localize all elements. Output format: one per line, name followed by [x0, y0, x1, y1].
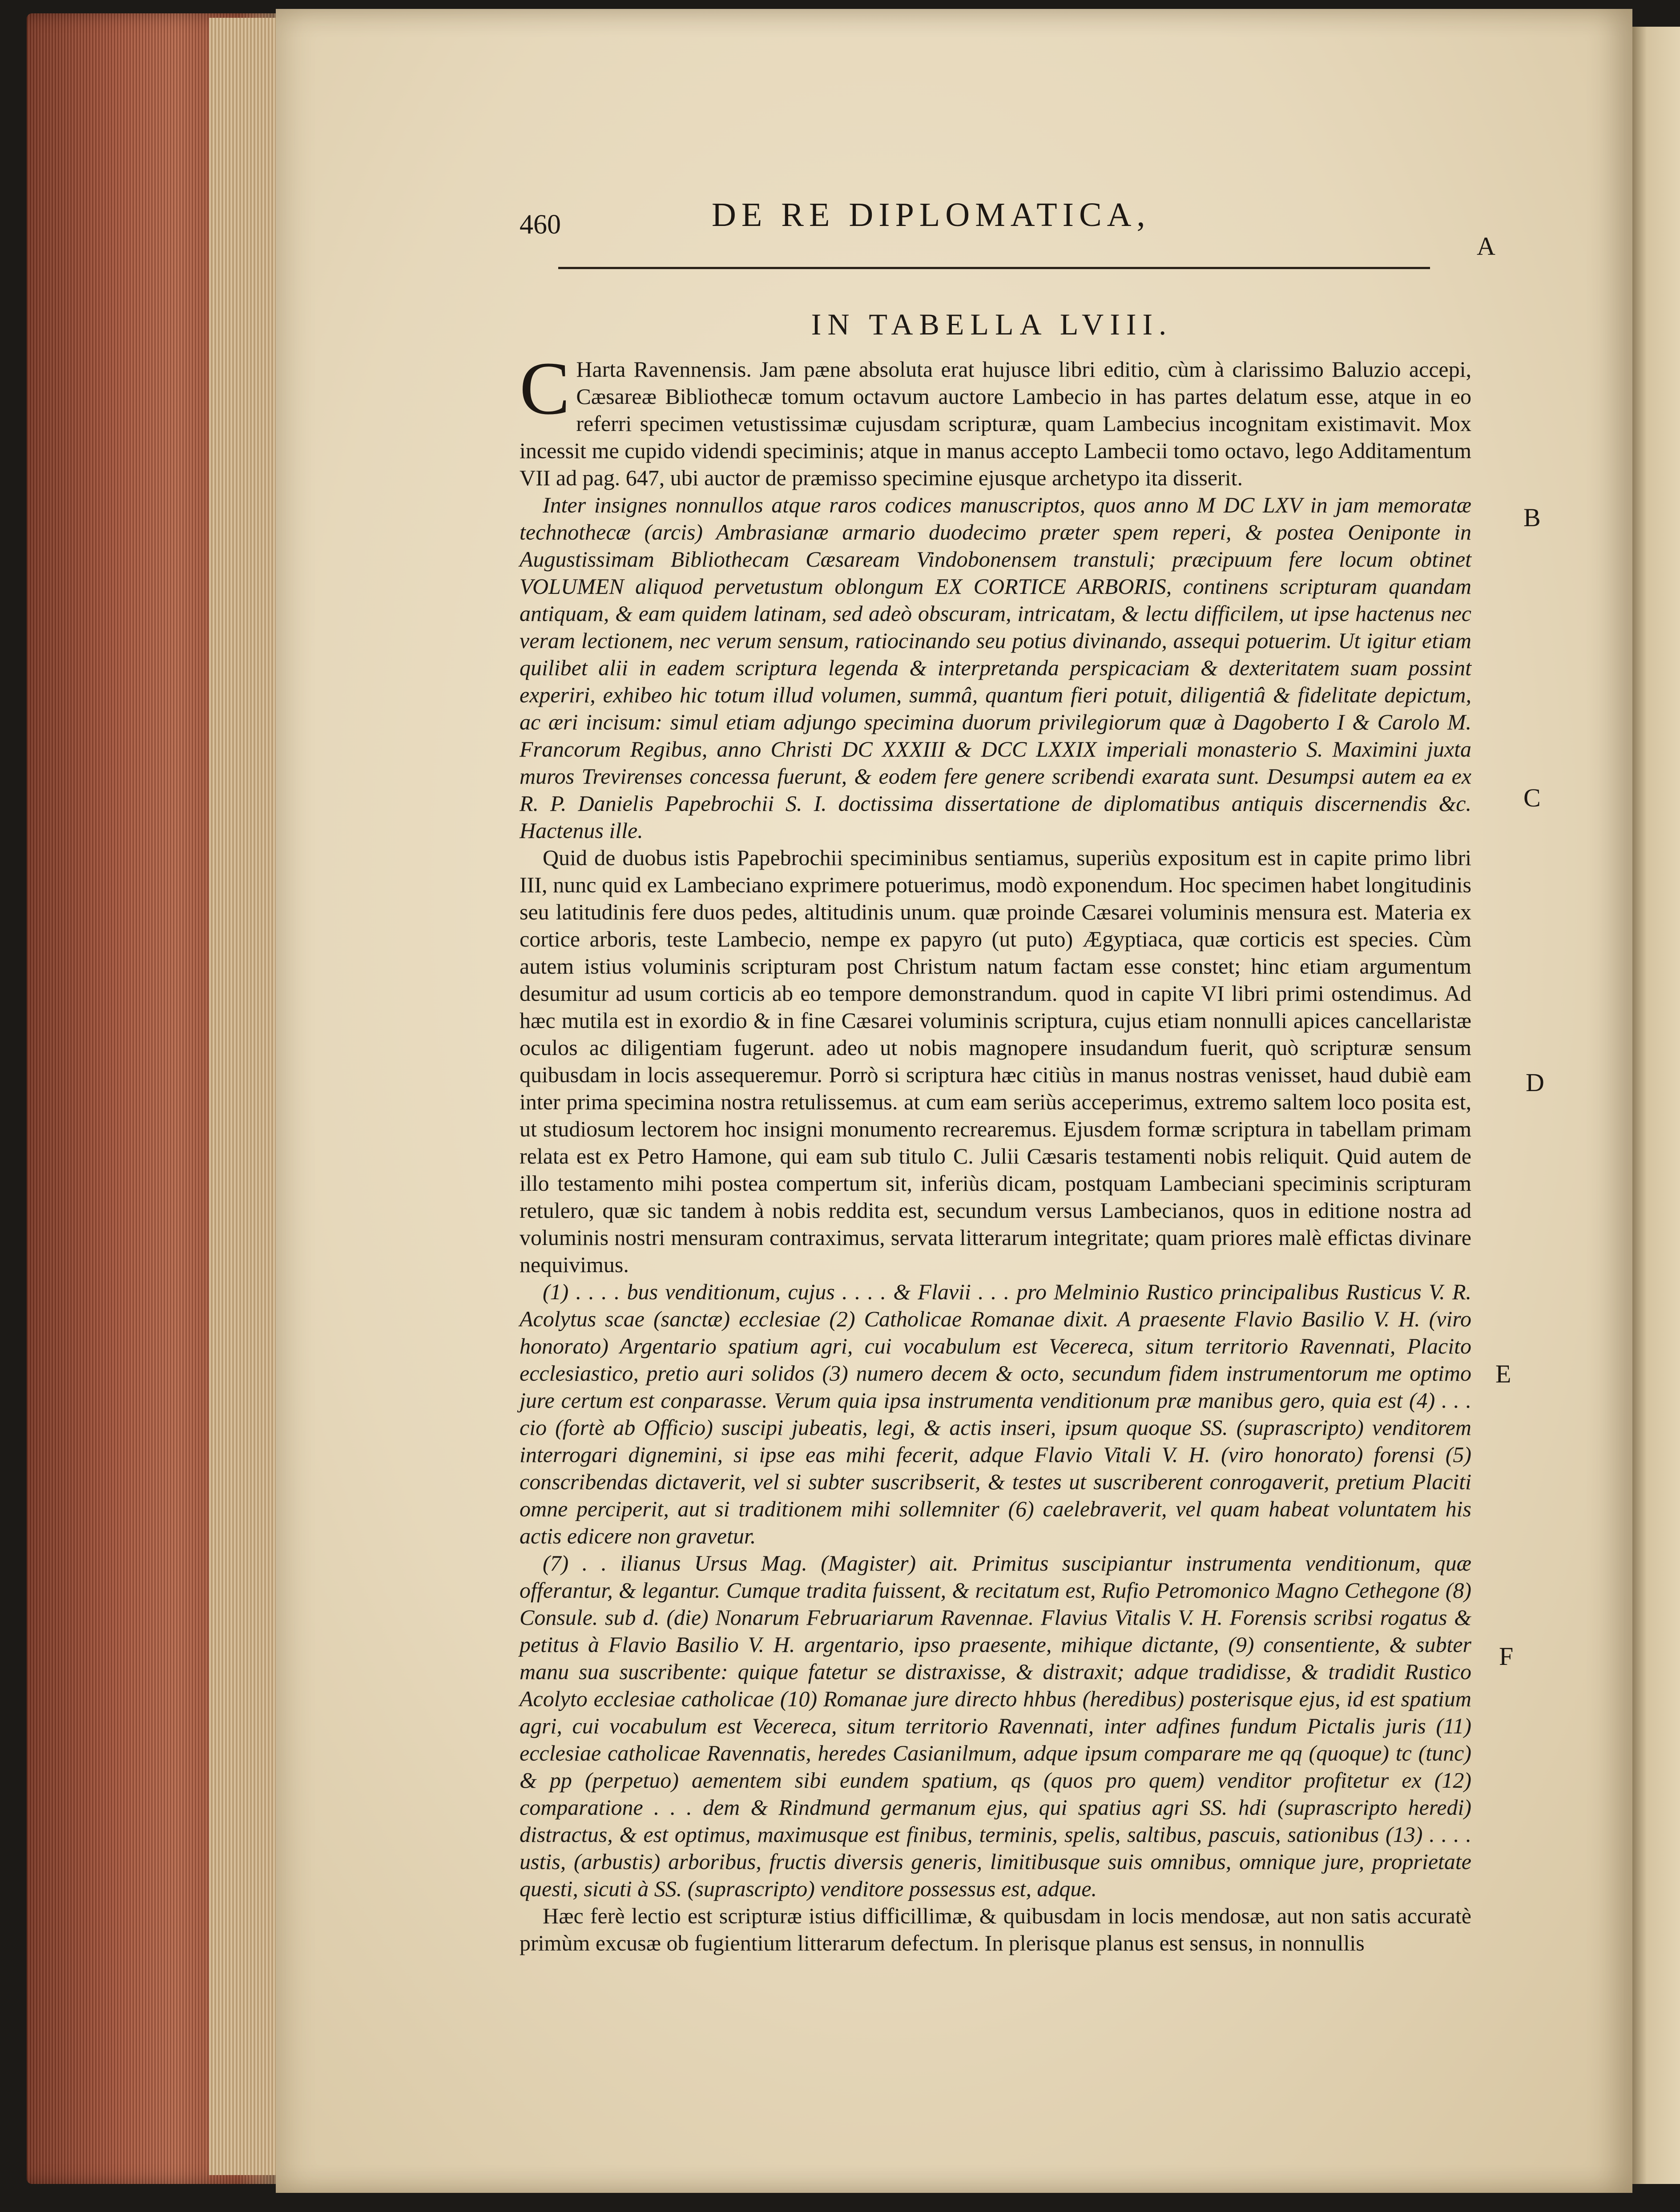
margin-letter-a: A: [1477, 232, 1495, 261]
page-number: 460: [520, 210, 561, 240]
paragraph-6: Hæc ferè lectio est scripturæ istius difficillimæ, & quibusdam in locis mendosæ, aut non satis accuratè primùm excusæ ob fugientium litterarum defectum. In plerisque planus est sensus, in nonnullis: [520, 1903, 1471, 1955]
margin-letter-d: D: [1526, 1068, 1544, 1097]
section-title: IN TABELLA LVIII.: [811, 307, 1173, 341]
margin-letter-b: B: [1523, 503, 1541, 532]
paragraph-1: [520, 347, 1471, 492]
running-head: DE RE DIPLOMATICA,: [712, 196, 1151, 234]
paragraph-3: Quid de duobus istis Papebrochii speciminibus sentiamus, superiùs expositum est in capite primo libri III, nunc quid ex Lambeciano exprimere potuerimus, modò exponendum. Hoc specimen habet longitudinis seu latitudinis fere duos pedes, altitudinis unum. quæ proinde Cæsarei voluminis mensura est. Materia ex cortice arboris, teste Lambecio, nempe ex papyro (ut puto) Ægyptiaca, quæ corticis est species. Cùm autem istius voluminis scripturam post Christum natum factam esse constet; hinc etiam argumentum desumitur ad usum corticis ab eo tempore demonstrandum. quod in capite VI libri primi ostendimus. Ad hæc mutila est in exordio & in fine Cæsarei voluminis scriptura, cujus etiam nonnulli apices cancellaristæ oculos ac diligentiam fugerunt. adeo ut nobis magnopere insudandum fuerit, quò scripturæ sensum quibusdam in locis assequeremur. Porrò si scriptura hæc citiùs in manus nostras venisset, haud dubiè eam inter prima specimina nostra retulissemus. at cum eam seriùs acceperimus, extremo saltem loco posita est, ut studiosum lectorem hoc insigni monumento recrearemus. Ejusdem formæ scriptura in tabellam primam relata est ex Petro Hamone, qui eam sub titulo C. Julii Cæsaris testamenti nobis reliquit. Quid autem de illo testamento mihi postea compertum sit, inferiùs dicam, postquam Lambeciani speciminis scripturam retulero, quæ sic tandem à nobis reddita est, secundum versus Lambecianos, quos in editione nostra ad voluminis nostri mensuram contraximus, servata litterarum integritate; quam priores malè effictas divinare nequivimus.: [520, 845, 1471, 1277]
page-edges: [209, 18, 285, 2175]
drop-cap: C: [520, 347, 570, 430]
facing-page-edge: [1632, 27, 1680, 2184]
margin-letter-e: E: [1495, 1359, 1511, 1388]
paragraph-5-transcription: (7) . . ilianus Ursus Mag. (Magister) ait. Primitus suscipiantur instrumenta venditionum, quæ offerantur, & legantur. Cumque tradita fuissent, & recitatum est, Rufio Petromonico Magno Cethegone (8) Consule. sub d. (die) Nonarum Februariarum Ravennae. Flavius Vitalis V. H. Forensis scribsi rogatus & petitus à Flavio Basilio V. H. argentario, ipso praesente, mihique dictante, (9) consentiente, & subter manu sua suscribente: quique fatetur se distraxisse, & distraxit; adque tradidisse, & tradidit Rustico Acolyto ecclesiae catholicae (10) Romanae jure directo hhbus (heredibus) posterisque ejus, id est spatium agri, cui vocabulum est Vecereca, situm territorio Ravennati, inter adfines fundum Pictalis juris (11) ecclesiae catholicae Ravennatis, heredes Casianilmum, adque ipsum comparare me qq (quoque) tc (tunc) & pp (perpetuo) aementem sibi eundem spatium, qs (quos pro quem) venditor profitetur ex (12) comparatione . . . dem & Rindmund germanum ejus, qui spatius agri SS. hdi (suprascripto heredi) distractus, & est optimus, maximusque est finibus, terminis, spelis, saltibus, pascuis, sationibus (13) . . . . ustis, (arbustis) arboribus, fructis diversis generis, limitibusque suis omnibus, omnique jure, proprietate questi, sicuti à SS. (suprascripto) venditore possessus est, adque.: [520, 1551, 1471, 1901]
header-rule: [558, 267, 1430, 269]
paragraph-1-text: Harta Ravennensis. Jam pæne absoluta erat hujusce libri editio, cùm à clarissimo Baluzio accepi, Cæsareæ Bibliothecæ tomum octavum auctore Lambecio in has partes delatum esse, atque in eo referri specimen vetustissimæ cujusdam scripturæ, quam Lambecius incognitam existimavit. Mox incessit me cupido videndi speciminis; atque in manus accepto Lambecii tomo octavo, lego Additamentum VII ad pag. 647, ubi auctor de præmisso specimine ejusque archetypo ita disserit.: [520, 357, 1471, 490]
body-text: [520, 347, 1471, 1957]
margin-letter-f: F: [1499, 1642, 1514, 1671]
paragraph-2-quote: Inter insignes nonnullos atque raros codices manuscriptos, quos anno M DC LXV in jam memoratæ technothecæ (arcis) Ambrasianæ armario duodecimo præter spem reperi, & postea Oeniponte in Augustissimam Bibliothecam Cæsaream Vindobonensem transtuli; præcipuum fere locum obtinet VOLUMEN aliquod pervetustum oblongum EX CORTICE ARBORIS, continens scripturam quandam antiquam, & eam quidem latinam, sed adeò obscuram, intricatam, & lectu difficilem, ut ipse hactenus nec veram lectionem, nec verum sensum, ratiocinando seu potius divinando, assequi potuerim. Ut igitur etiam quilibet alii in eadem scriptura legenda & interpretanda perspicaciam & dexteritatem suam possint experiri, exhibeo hic totum illud volumen, summâ, quantum fieri potuit, diligentiâ & fidelitate depictum, ac æri incisum: simul etiam adjungo specimina duorum privilegiorum quæ à Dagoberto I & Carolo M. Francorum Regibus, anno Christi DC XXXIII & DCC LXXIX imperiali monasterio S. Maximini juxta muros Trevirenses concessa fuerunt, & eodem fere genere scribendi exarata sunt. Desumpsi autem ea ex R. P. Danielis Papebrochii S. I. doctissima dissertatione de diplomatibus antiquis discernendis &c. Hactenus ille.: [520, 492, 1471, 843]
margin-letter-c: C: [1523, 783, 1541, 812]
paragraph-4-transcription: (1) . . . . bus venditionum, cujus . . . . & Flavii . . . pro Melminio Rustico principalibus Rusticus V. R. Acolytus scae (sanctæ) ecclesiae (2) Catholicae Romanae dixit. A praesente Flavio Basilio V. H. (viro honorato) Argentario spatium agri, cui vocabulum est Vecereca, situm territorio Ravennati, Placito ecclesiastico, pretio auri solidos (3) numero decem & octo, secundum fidem instrumentorum me optimo jure certum est conparasse. Verum quia ipsa instrumenta venditionum præ manibus gero, quia est (4) . . . cio (fortè ab Officio) suscipi jubeatis, legi, & actis inseri, ipsum quoque SS. (suprascripto) venditorem interrogari dignemini, si ipse eas mihi fecerit, adque Flavio Vitali V. H. (viro honorato) forensi (5) conscribendas dictaverit, vel si subter suscribserit, & testes ut suscriberent conrogaverit, pretium Placiti omne perciperit, aut si traditionem mihi sollemniter (6) caelebraverit, vel quam habeat voluntatem his actis edicere non gravetur.: [520, 1279, 1471, 1548]
